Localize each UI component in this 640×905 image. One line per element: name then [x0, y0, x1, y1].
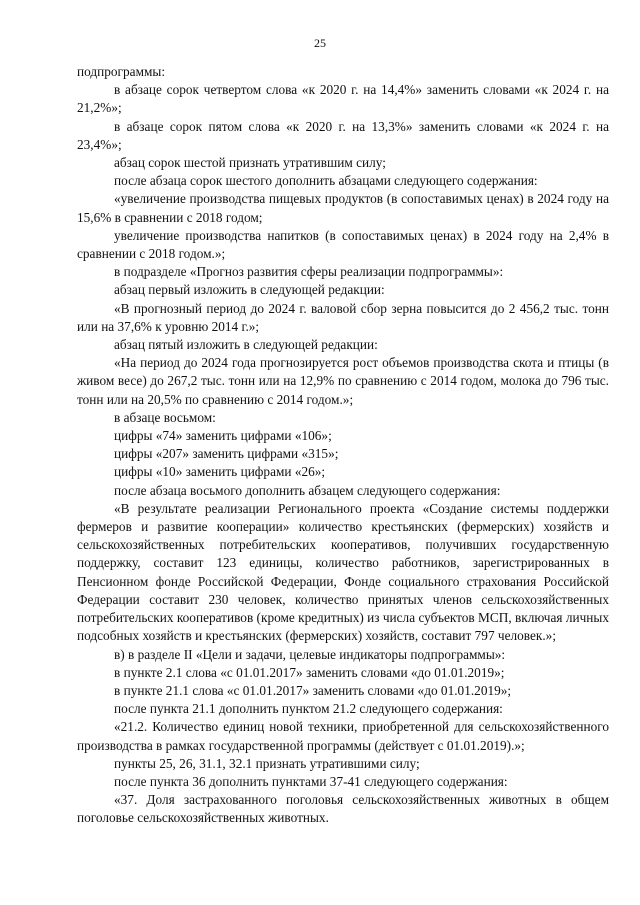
paragraph: абзац первый изложить в следующей редакции:	[114, 282, 385, 298]
paragraph: «21.2. Количество единиц новой техники, приобретенной для сельскохозяйственного производства в рамках государственной программы (действует с 01.01.2019).»;	[77, 719, 609, 753]
paragraph: цифры «207» заменить цифрами «315»;	[114, 446, 339, 462]
paragraph: после абзаца сорок шестого дополнить абзацами следующего содержания:	[114, 173, 538, 189]
paragraph: в) в разделе II «Цели и задачи, целевые индикаторы подпрограммы»:	[114, 646, 506, 662]
paragraph: после пункта 36 дополнить пунктами 37-41 следующего содержания:	[114, 773, 508, 789]
paragraph: в пункте 2.1 слова «с 01.01.2017» заменить словами «до 01.01.2019»;	[114, 664, 505, 680]
paragraph: в пункте 21.1 слова «с 01.01.2017» заменить словами «до 01.01.2019»;	[114, 682, 512, 698]
paragraph: после абзаца восьмого дополнить абзацем следующего содержания:	[114, 482, 501, 498]
paragraph: после пункта 21.1 дополнить пунктом 21.2 следующего содержания:	[114, 701, 503, 717]
paragraph: «На период до 2024 года прогнозируется рост объемов производства скота и птицы (в живом весе) до 267,2 тыс. тонн или на 12,9% по сравнению с 2014 годом, молока до 796 тыс. тонн или на 20,5% по сравнению с 2014 годом.»;	[77, 355, 609, 407]
paragraph: абзац пятый изложить в следующей редакции:	[114, 337, 378, 353]
paragraph: «37. Доля застрахованного поголовья сельскохозяйственных животных в общем поголовье сельскохозяйственных животных.	[77, 792, 609, 826]
paragraph: в абзаце восьмом:	[114, 409, 216, 425]
document-body	[77, 63, 609, 828]
paragraph: цифры «74» заменить цифрами «106»;	[114, 428, 332, 444]
paragraph: подпрограммы:	[77, 64, 166, 79]
paragraph: пункты 25, 26, 31.1, 32.1 признать утратившими силу;	[114, 755, 420, 771]
paragraph: в абзаце сорок четвертом слова «к 2020 г. на 14,4%» заменить словами «к 2024 г. на 21,2%»;	[77, 82, 609, 116]
paragraph: в подразделе «Прогноз развития сферы реализации подпрограммы»:	[114, 264, 504, 280]
paragraph: «В прогнозный период до 2024 г. валовой сбор зерна повысится до 2 456,2 тыс. тонн или на 37,6% к уровню 2014 г.»;	[77, 300, 609, 334]
paragraph: «увеличение производства пищевых продуктов (в сопоставимых ценах) в 2024 году на 15,6% в сравнении с 2018 годом;	[77, 191, 609, 225]
paragraph: цифры «10» заменить цифрами «26»;	[114, 464, 326, 480]
page-number: 25	[314, 36, 326, 50]
paragraph: абзац сорок шестой признать утратившим силу;	[114, 155, 386, 171]
paragraph: «В результате реализации Регионального проекта «Создание системы поддержки фермеров и развитие кооперации» количество крестьянских (фермерских) хозяйств и сельскохозяйственных потребительских кооперативов, получивших государственную поддержку, составит 123 единицы, количество работников, зарегистрированных в Пенсионном фонде Российской Федерации, Фонде социального страхования Российской Федерации составит 230 человек, количество принятых членов сельскохозяйственных потребительских кооперативов (кроме кредитных) из числа субъектов МСП, включая личных подсобных хозяйств и крестьянских (фермерских) хозяйств, составит 797 человек.»;	[77, 500, 609, 644]
paragraph: увеличение производства напитков (в сопоставимых ценах) в 2024 году на 2,4% в сравнении с 2018 годом.»;	[77, 227, 609, 262]
paragraph: в абзаце сорок пятом слова «к 2020 г. на 13,3%» заменить словами «к 2024 г. на 23,4%»;	[77, 118, 609, 152]
